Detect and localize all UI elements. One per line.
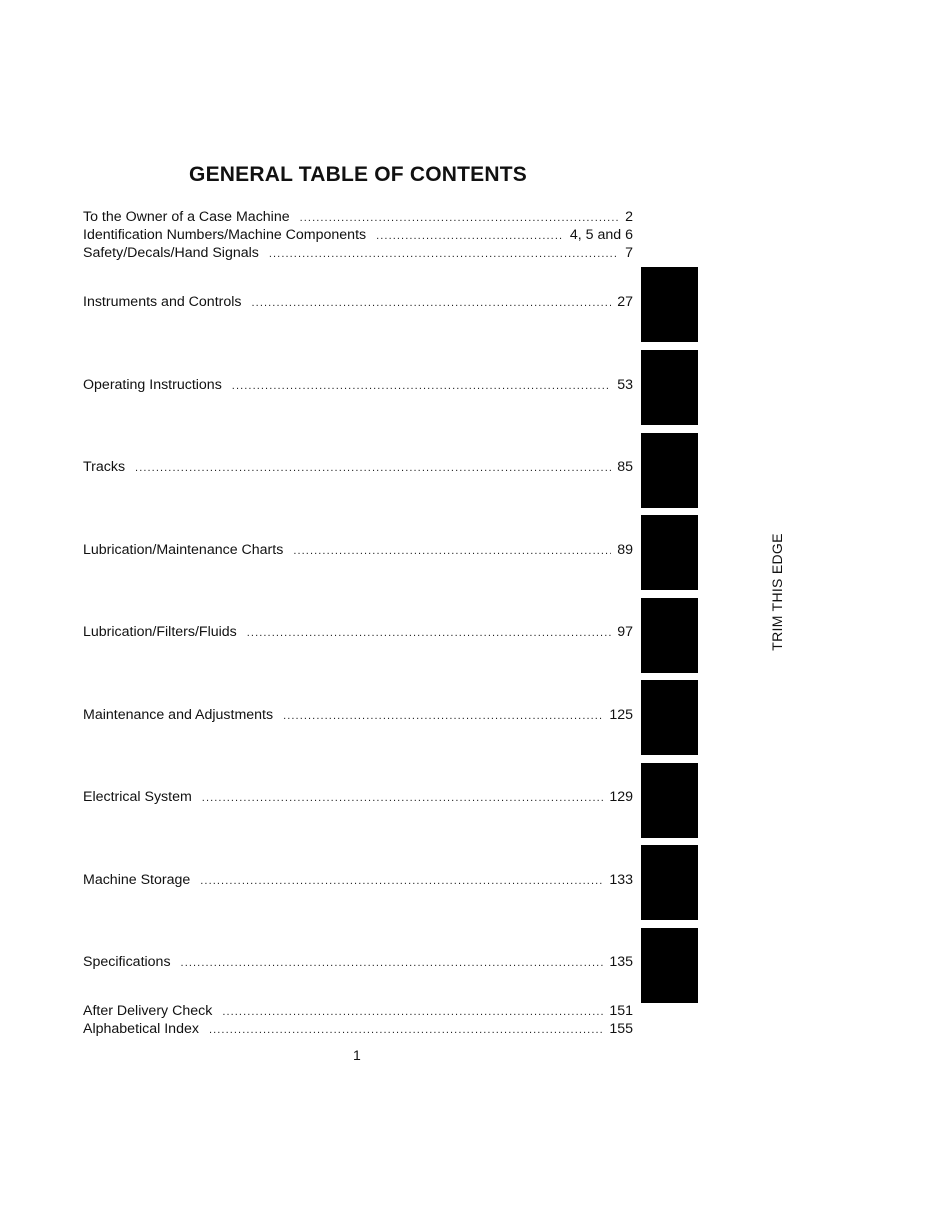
toc-entry[interactable]	[83, 209, 633, 227]
toc-entry[interactable]	[83, 954, 633, 972]
toc-entry-page: 125	[609, 707, 633, 723]
toc-entry-label: To the Owner of a Case Machine	[83, 209, 290, 225]
toc-entry-label: Lubrication/Maintenance Charts	[83, 542, 284, 558]
toc-entry-page: 27	[617, 294, 633, 310]
dot-leader	[247, 627, 611, 639]
toc-entry[interactable]	[83, 789, 633, 807]
toc-entry-label: Tracks	[83, 459, 126, 475]
section-tab-lube-filters[interactable]	[641, 598, 698, 673]
trim-edge-label: TRIM THIS EDGE	[769, 533, 785, 651]
dot-leader	[200, 875, 603, 887]
toc-entry[interactable]	[83, 872, 633, 890]
toc-entry-label: Identification Numbers/Machine Components	[83, 227, 367, 243]
toc-entry[interactable]	[83, 707, 633, 725]
toc-entry-label: Instruments and Controls	[83, 294, 242, 310]
section-tab-tracks[interactable]	[641, 433, 698, 508]
dot-leader	[293, 545, 611, 557]
section-tab-lube-charts[interactable]	[641, 515, 698, 590]
toc-entry-page: 85	[617, 459, 633, 475]
dot-leader	[283, 710, 603, 722]
dot-leader	[300, 212, 619, 224]
toc-entry-page: 155	[609, 1021, 633, 1037]
toc-entry[interactable]	[83, 227, 633, 245]
toc-entry[interactable]	[83, 377, 633, 395]
toc-entry-page: 4, 5 and 6	[569, 227, 633, 243]
toc-entry-label: After Delivery Check	[83, 1003, 213, 1019]
toc-entry-label: Machine Storage	[83, 872, 191, 888]
dot-leader	[232, 380, 611, 392]
section-tab-operating[interactable]	[641, 350, 698, 425]
page-number: 1	[353, 1047, 361, 1063]
toc-entry-page: 135	[609, 954, 633, 970]
section-tab-maintenance[interactable]	[641, 680, 698, 755]
dot-leader	[269, 248, 619, 260]
toc-entry-page: 7	[625, 245, 633, 261]
dot-leader	[181, 957, 604, 969]
toc-entry[interactable]	[83, 294, 633, 312]
toc-entry[interactable]	[83, 542, 633, 560]
toc-entry-label: Electrical System	[83, 789, 192, 805]
section-tab-storage[interactable]	[641, 845, 698, 920]
dot-leader	[135, 462, 611, 474]
section-tab-instruments[interactable]	[641, 267, 698, 342]
toc-entry-page: 97	[617, 624, 633, 640]
toc-entry-label: Lubrication/Filters/Fluids	[83, 624, 237, 640]
toc-entry-label: Safety/Decals/Hand Signals	[83, 245, 259, 261]
toc-entry-page: 133	[609, 872, 633, 888]
toc-entry[interactable]	[83, 459, 633, 477]
toc-entry-page: 89	[617, 542, 633, 558]
toc-entry-label: Specifications	[83, 954, 171, 970]
toc-entry-page: 129	[609, 789, 633, 805]
dot-leader	[222, 1006, 603, 1018]
toc-entry-page: 151	[609, 1003, 633, 1019]
section-tab-electrical[interactable]	[641, 763, 698, 838]
toc-entry-label: Alphabetical Index	[83, 1021, 199, 1037]
toc-entry[interactable]	[83, 1003, 633, 1021]
page-title: GENERAL TABLE OF CONTENTS	[189, 163, 527, 186]
toc-entry-label: Maintenance and Adjustments	[83, 707, 274, 723]
dot-leader	[209, 1024, 603, 1036]
dot-leader	[202, 792, 604, 804]
section-tab-specifications[interactable]	[641, 928, 698, 1003]
toc-entry-page: 53	[617, 377, 633, 393]
toc-entry-page: 2	[625, 209, 633, 225]
toc-entry-label: Operating Instructions	[83, 377, 222, 393]
toc-entry[interactable]	[83, 245, 633, 263]
toc-entry[interactable]	[83, 624, 633, 642]
dot-leader	[252, 297, 612, 309]
dot-leader	[376, 230, 564, 242]
toc-entry[interactable]	[83, 1021, 633, 1039]
